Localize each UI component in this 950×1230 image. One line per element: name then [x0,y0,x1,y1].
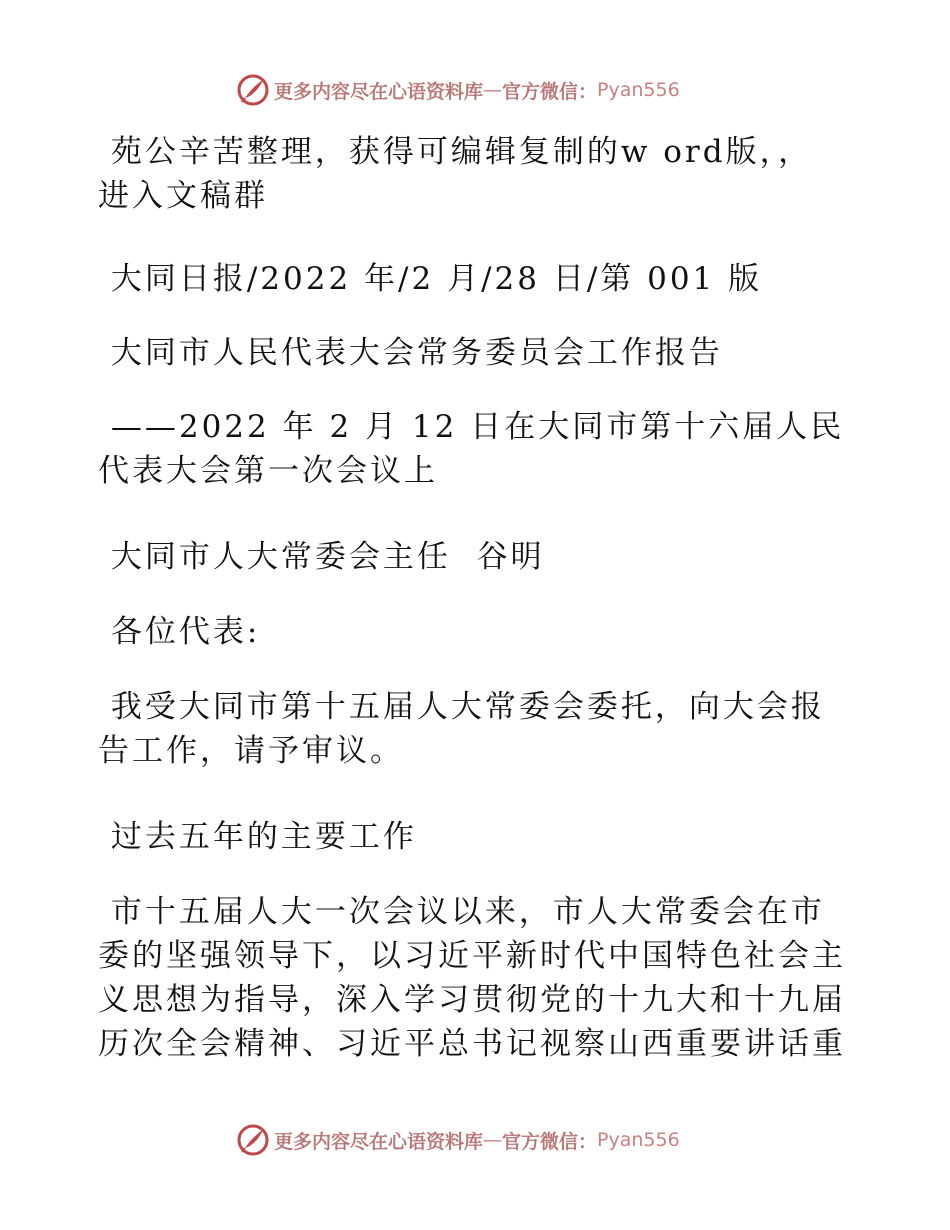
watermark-text: 更多内容尽在心语资料库 [274,80,484,103]
watermark-account: Pyan556 [597,79,680,101]
footer-watermark [236,1122,680,1158]
watermark-separator: — [483,1129,503,1151]
paragraph-section-heading: 过去五年的主要工作 [98,819,417,855]
paragraph-report-title: 大同市人民代表大会常务委员会工作报告 [98,335,723,371]
paragraph-body: 市十五届人大一次会议以来，市人大常委会在市 委的坚强领导下，以习近平新时代中国特色社会主 义思想为指导，深入学习贯彻党的十九大和十九届 历次全会精神、习近平总书记视察山西重要讲话重 [98,894,846,1062]
watermark-account-label: 官方微信： [502,1130,598,1153]
quill-logo-icon [236,73,270,107]
paragraph-report-subtitle: ——2022 年 2 月 12 日在大同市第十六届人民 代表大会第一次会议上 [98,409,845,489]
watermark-account: Pyan556 [597,1129,680,1151]
watermark-account-label: 官方微信： [502,80,598,103]
paragraph-intro-note: 苑公辛苦整理，获得可编辑复制的w ord版，， 进入文稿群 [98,134,813,214]
quill-logo-icon [236,1123,270,1157]
header-watermark [236,72,680,108]
paragraph-author: 大同市人大常委会主任 谷明 [98,539,545,575]
watermark-text: 更多内容尽在心语资料库 [274,1130,484,1153]
paragraph-source-line: 大同日报/2022 年/2 月/28 日/第 001 版 [98,261,763,297]
paragraph-opening: 我受大同市第十五届人大常委会委托，向大会报 告工作，请予审议。 [98,689,825,769]
paragraph-salutation: 各位代表: [98,614,261,650]
watermark-separator: — [483,79,503,101]
